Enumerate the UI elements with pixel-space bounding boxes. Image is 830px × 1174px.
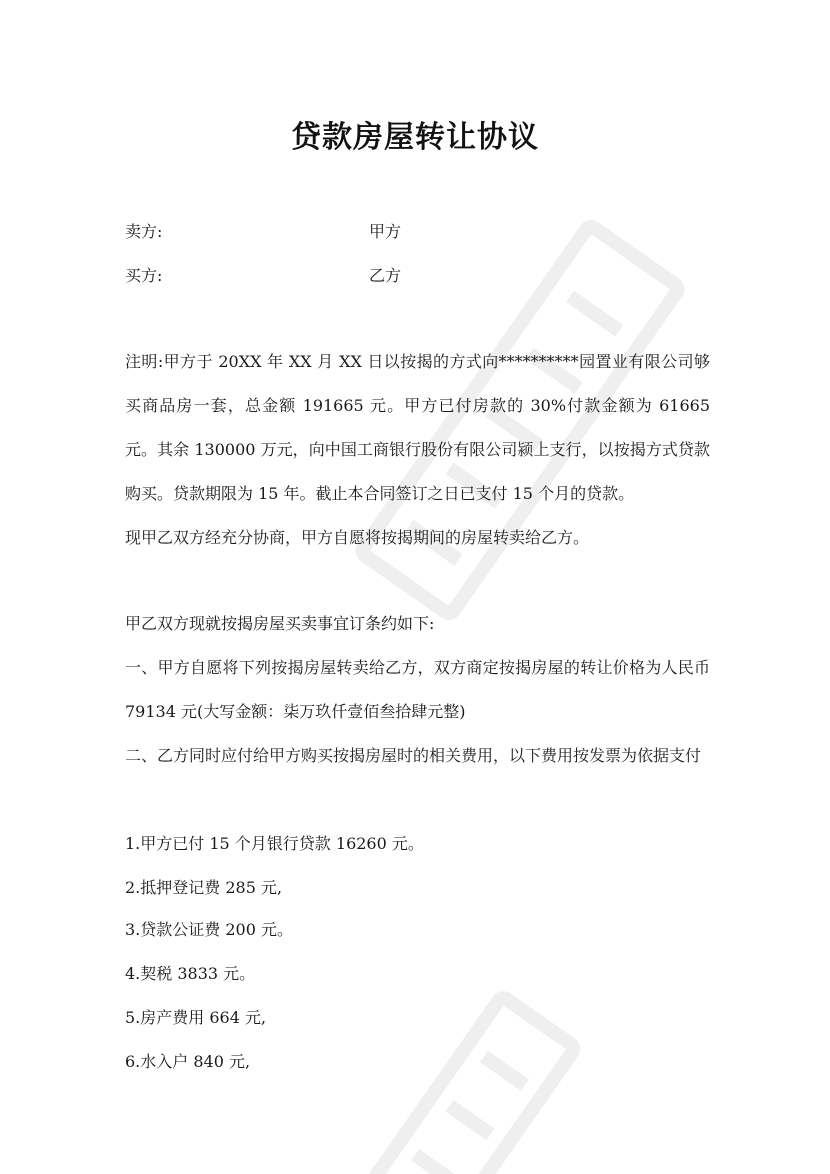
fee-item: 2.抵押登记费 285 元, bbox=[125, 878, 283, 897]
clause-1: 一、甲方自愿将下列按揭房屋转卖给乙方，双方商定按揭房屋的转让价格为人民币 79134 元(大写金额：柒万玖仟壹佰叁拾肆元整) bbox=[125, 658, 710, 721]
buyer-row bbox=[125, 264, 685, 288]
seller-label: 卖方: bbox=[125, 222, 163, 241]
document-title: 贷款房屋转让协议 bbox=[291, 120, 539, 155]
fee-item: 4.契税 3833 元。 bbox=[125, 964, 256, 983]
agreement-intro: 甲乙双方现就按揭房屋买卖事宜订条约如下: bbox=[125, 614, 435, 633]
fee-item: 5.房产费用 664 元, bbox=[125, 1008, 267, 1027]
fee-item: 6.水入户 840 元, bbox=[125, 1052, 251, 1071]
seller-value: 甲方 bbox=[369, 222, 402, 241]
buyer-value: 乙方 bbox=[369, 266, 402, 285]
note-paragraph: 注明:甲方于 20XX 年 XX 月 XX 日以按揭的方式向**********园置业有限公司够买商品房一套，总金额 191665 元。甲方已付房款的 30%付款金额为 61665 元。其余 130000 万元，向中国工商银行股份有限公司颍上支行，以按揭方式贷款购买。贷款期限为 15 年。截止本合同签订之日已支付 15 个月的贷款。 bbox=[125, 352, 710, 503]
buyer-label: 买方: bbox=[125, 266, 163, 285]
fee-item: 3.贷款公证费 200 元。 bbox=[125, 920, 293, 939]
seller-row bbox=[125, 220, 685, 244]
clause-2: 二、乙方同时应付给甲方购买按揭房屋时的相关费用，以下费用按发票为依据支付 bbox=[125, 746, 702, 765]
fee-item: 1.甲方已付 15 个月银行贷款 16260 元。 bbox=[125, 834, 424, 853]
negotiation-line: 现甲乙双方经充分协商，甲方自愿将按揭期间的房屋转卖给乙方。 bbox=[125, 528, 590, 547]
